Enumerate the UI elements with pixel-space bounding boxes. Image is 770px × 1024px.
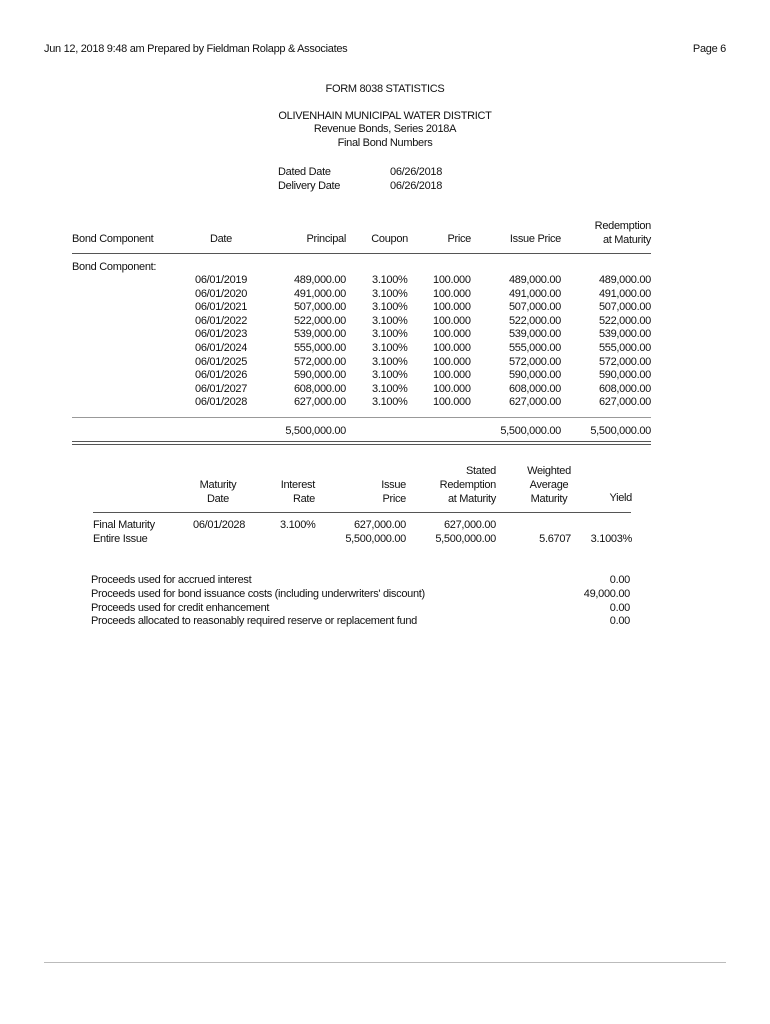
row-price: 100.000 [433,287,471,300]
row-coupon: 3.100% [372,342,408,354]
title-block [0,83,770,150]
mat-header-yield: Yield [609,492,632,504]
row-issue-price: 539,000.00 [508,328,561,341]
total-redemption: 5,500,000.00 [590,425,651,437]
mat-header-stated-line3: at Maturity [447,493,496,505]
row-price: 100.000 [433,301,471,314]
total-rule-1 [72,441,651,442]
row-issue-price: 507,000.00 [508,301,561,314]
series-name: Revenue Bonds, Series 2018A [313,123,457,135]
mat-header-stated-redemption [440,464,496,506]
row-issue-price: 627,000.00 [508,396,561,409]
col-header-date: Date [209,233,233,245]
row-issue-price: 522,000.00 [508,314,561,327]
final-maturity-redemption: 627,000.00 [443,519,496,531]
row-coupon: 3.100% [372,355,408,368]
mat-header-issue-price [381,478,406,506]
row-principal: 489,000.00 [293,274,346,286]
row-redemption: 627,000.00 [598,396,651,409]
row-redemption: 608,000.00 [598,382,651,395]
proceeds-value: 0.00 [609,574,630,586]
mat-header-maturity-date [188,478,248,506]
row-issue-price: 572,000.00 [508,355,561,368]
row-principal: 507,000.00 [293,301,346,314]
row-redemption: 539,000.00 [598,328,651,341]
page-header-left: Jun 12, 2018 9:48 am Prepared by Fieldman Rolapp & Associates [44,43,348,55]
entire-issue-label: Entire Issue [93,533,148,545]
row-principal: 627,000.00 [293,396,346,409]
row-redemption: 491,000.00 [598,287,651,300]
mat-header-weighted-avg [520,464,578,506]
row-redemption: 555,000.00 [598,342,651,354]
mat-header-interest-line2: Rate [292,493,315,505]
row-principal: 608,000.00 [293,382,346,395]
mat-header-maturity-line2: Date [206,493,230,505]
col-header-principal: Principal [306,233,346,245]
proceeds-value: 49,000.00 [583,587,630,600]
row-redemption: 590,000.00 [598,369,651,382]
mat-header-stated-line1: Stated [465,465,496,477]
row-price: 100.000 [433,396,471,409]
dates-labels [278,165,340,193]
proceeds-label: Proceeds used for credit enhancement [91,601,270,614]
row-coupon: 3.100% [372,396,408,409]
row-price: 100.000 [433,328,471,341]
row-date: 06/01/2019 [195,274,248,286]
row-date: 06/01/2022 [195,314,248,327]
mat-header-weighted-line2: Average [529,479,569,491]
row-coupon: 3.100% [372,382,408,395]
row-issue-price: 555,000.00 [508,342,561,354]
mat-header-stated-line2: Redemption [439,479,496,491]
row-redemption: 507,000.00 [598,301,651,314]
proceeds-value: 0.00 [609,615,630,628]
row-redemption: 522,000.00 [598,314,651,327]
page-number: Page 6 [692,43,726,55]
row-date: 06/01/2020 [195,287,248,300]
col-header-redemption-line1: Redemption [594,220,651,232]
report-subtitle: Final Bond Numbers [337,136,433,149]
row-issue-price: 491,000.00 [508,287,561,300]
row-date: 06/01/2026 [195,369,248,382]
row-principal: 491,000.00 [293,287,346,300]
row-date: 06/01/2024 [195,342,248,354]
proceeds-label: Proceeds used for accrued interest [91,574,252,586]
final-maturity-label: Final Maturity [93,519,155,531]
final-maturity-date: 06/01/2028 [193,519,246,531]
col-header-component: Bond Component [72,233,154,245]
mat-header-maturity-line1: Maturity [199,479,237,491]
row-date: 06/01/2027 [195,382,248,395]
row-date: 06/01/2021 [195,301,248,314]
row-coupon: 3.100% [372,287,408,300]
row-price: 100.000 [433,382,471,395]
delivery-date-value: 06/26/2018 [390,180,443,192]
row-date: 06/01/2028 [195,396,248,409]
row-principal: 555,000.00 [293,342,346,354]
col-header-redemption-line2: at Maturity [602,234,651,246]
proceeds-label: Proceeds used for bond issuance costs (including underwriters' discount) [91,587,425,600]
header-rule [72,253,651,254]
issuer-name: OLIVENHAIN MUNICIPAL WATER DISTRICT [278,109,492,122]
row-price: 100.000 [433,314,471,327]
col-header-price: Price [447,233,471,245]
col-header-issue-price: Issue Price [509,233,561,245]
row-coupon: 3.100% [372,274,408,286]
row-price: 100.000 [433,369,471,382]
row-issue-price: 608,000.00 [508,382,561,395]
dated-date-value: 06/26/2018 [390,166,443,178]
row-principal: 539,000.00 [293,328,346,341]
row-coupon: 3.100% [372,301,408,314]
mat-header-interest-line1: Interest [280,479,315,491]
row-date: 06/01/2023 [195,328,248,341]
entire-issue-issue-price: 5,500,000.00 [345,533,406,545]
subtotal-rule [72,417,651,418]
total-rule-2 [72,444,651,445]
delivery-date-label: Delivery Date [278,180,341,192]
mat-header-interest-rate [281,478,315,506]
row-coupon: 3.100% [372,314,408,327]
group-label: Bond Component: [72,261,157,273]
row-principal: 522,000.00 [293,314,346,327]
dated-date-label: Dated Date [278,166,331,178]
entire-issue-wam: 5.6707 [539,533,571,545]
maturity-header-rule [93,512,631,513]
row-date: 06/01/2025 [195,355,248,368]
total-principal: 5,500,000.00 [285,425,346,437]
row-coupon: 3.100% [372,369,408,382]
final-maturity-issue-price: 627,000.00 [353,519,406,531]
col-header-coupon: Coupon [371,233,408,245]
proceeds-label: Proceeds allocated to reasonably required reserve or replacement fund [91,615,417,628]
row-coupon: 3.100% [372,328,408,341]
dates-values [390,165,442,193]
row-issue-price: 590,000.00 [508,369,561,382]
row-price: 100.000 [433,274,471,286]
mat-header-weighted-line1: Weighted [527,465,571,477]
row-redemption: 572,000.00 [598,355,651,368]
row-principal: 590,000.00 [293,369,346,382]
total-issue-price: 5,500,000.00 [500,425,561,437]
mat-header-weighted-line3: Maturity [530,493,568,505]
row-principal: 572,000.00 [293,355,346,368]
entire-issue-redemption: 5,500,000.00 [435,533,496,545]
row-price: 100.000 [433,355,471,368]
footer-rule [44,962,726,963]
entire-issue-yield: 3.1003% [590,533,632,545]
row-redemption: 489,000.00 [598,274,651,286]
row-price: 100.000 [433,342,471,354]
final-maturity-rate: 3.100% [280,519,316,531]
mat-header-issue-line1: Issue [381,479,406,491]
form-title: FORM 8038 STATISTICS [325,83,445,95]
row-issue-price: 489,000.00 [508,274,561,286]
col-header-redemption [595,219,651,247]
mat-header-issue-line2: Price [382,493,406,505]
proceeds-value: 0.00 [609,601,630,614]
